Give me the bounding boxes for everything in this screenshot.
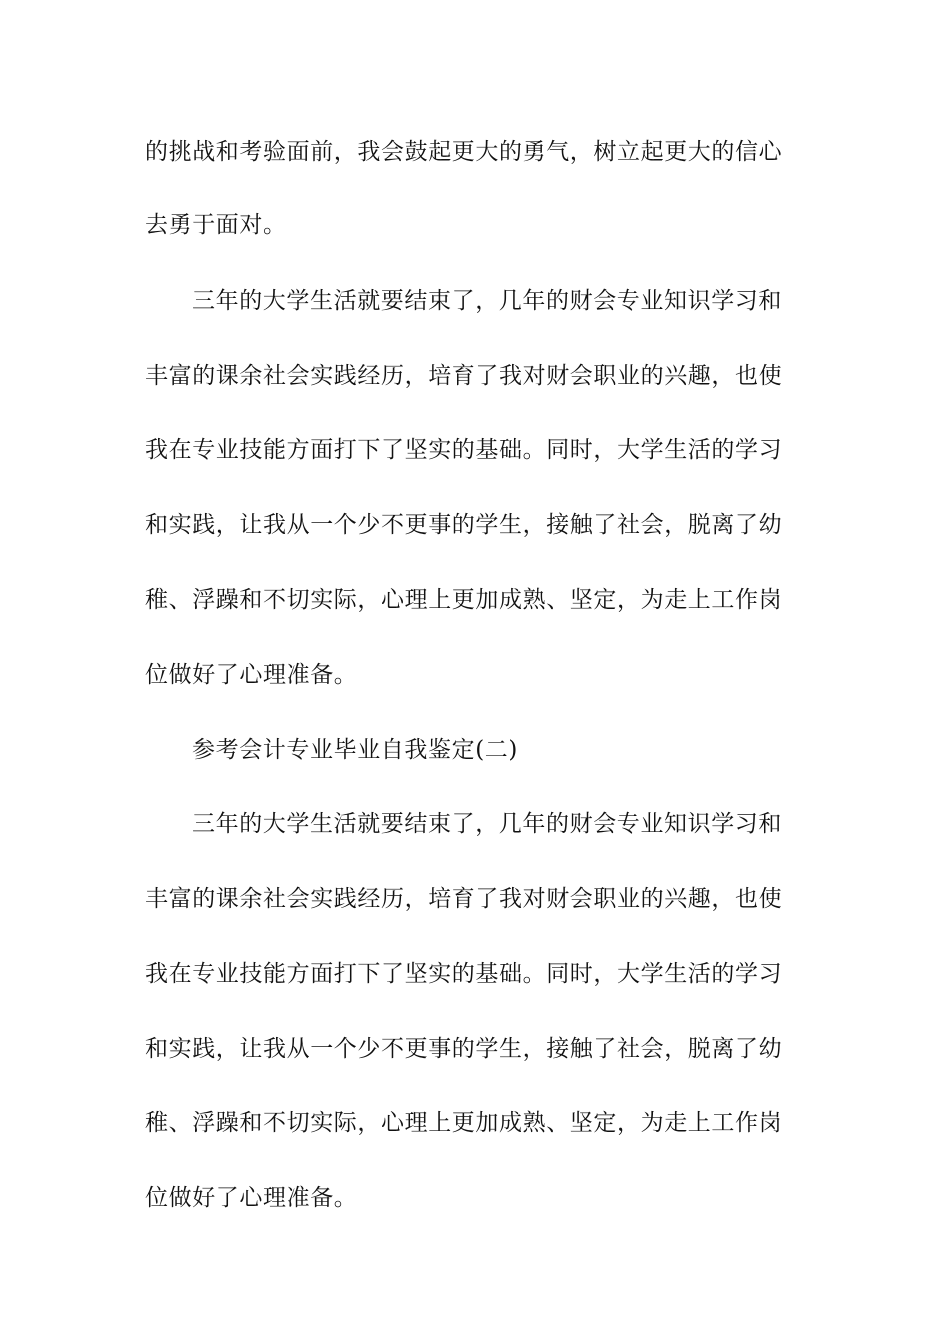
paragraph-first-line: 三年的大学生活就要结束了，几年的财会专业知识学习和	[192, 288, 782, 314]
text-line: 去勇于面对。	[145, 212, 287, 238]
paragraph-first-line: 三年的大学生活就要结束了，几年的财会专业知识学习和	[192, 811, 782, 837]
text-line: 和实践，让我从一个少不更事的学生，接触了社会，脱离了幼	[145, 1036, 783, 1062]
text-line: 位做好了心理准备。	[145, 662, 358, 688]
text-line: 和实践，让我从一个少不更事的学生，接触了社会，脱离了幼	[145, 512, 783, 538]
text-line: 我在专业技能方面打下了坚实的基础。同时，大学生活的学习	[145, 437, 783, 463]
text-line: 稚、浮躁和不切实际，心理上更加成熟、坚定，为走上工作岗	[145, 1110, 783, 1136]
text-line: 丰富的课余社会实践经历，培育了我对财会职业的兴趣，也使	[145, 886, 783, 912]
text-line: 我在专业技能方面打下了坚实的基础。同时，大学生活的学习	[145, 961, 783, 987]
text-line: 位做好了心理准备。	[145, 1185, 358, 1211]
text-line: 稚、浮躁和不切实际，心理上更加成熟、坚定，为走上工作岗	[145, 587, 783, 613]
section-heading: 参考会计专业毕业自我鉴定(二)	[192, 737, 518, 763]
text-line: 的挑战和考验面前，我会鼓起更大的勇气，树立起更大的信心	[145, 139, 783, 165]
text-line: 丰富的课余社会实践经历，培育了我对财会职业的兴趣，也使	[145, 363, 783, 389]
